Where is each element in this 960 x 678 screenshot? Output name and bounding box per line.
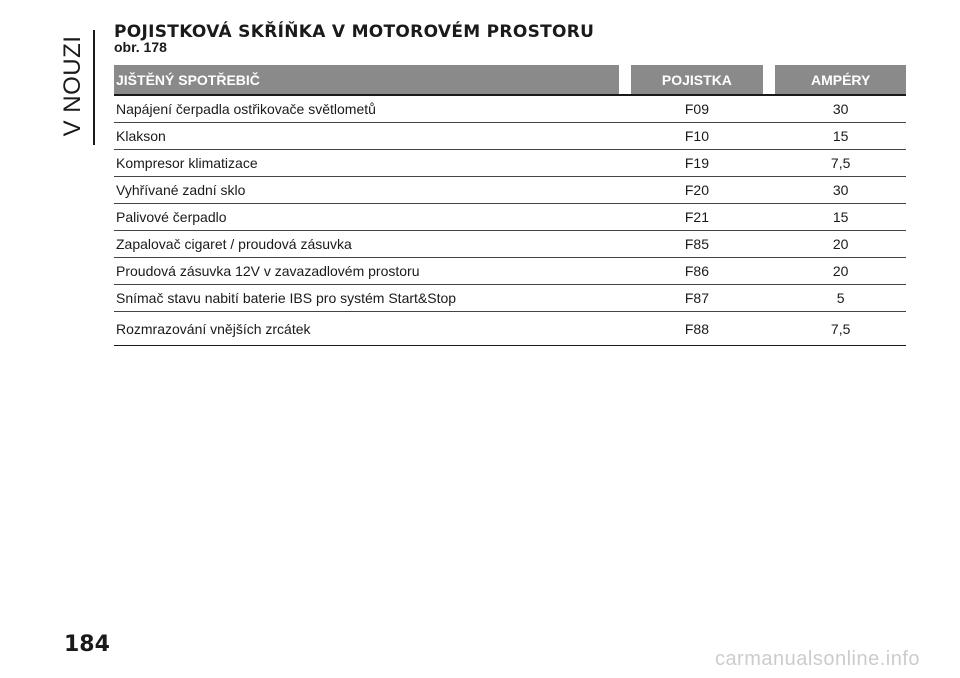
cell-amperes: 7,5 <box>775 150 906 177</box>
table-row <box>114 204 906 231</box>
table-header-row <box>114 65 906 95</box>
cell-amperes: 30 <box>775 177 906 204</box>
cell-amperes: 15 <box>775 123 906 150</box>
figure-reference: obr. 178 <box>114 39 167 55</box>
table-row <box>114 285 906 312</box>
table-row <box>114 231 906 258</box>
cell-amperes: 7,5 <box>775 312 906 346</box>
cell-device: Proudová zásuvka 12V v zavazadlovém prostoru <box>114 258 619 285</box>
cell-amperes: 20 <box>775 258 906 285</box>
cell-device: Zapalovač cigaret / proudová zásuvka <box>114 231 619 258</box>
cell-device: Palivové čerpadlo <box>114 204 619 231</box>
table-row <box>114 312 906 346</box>
section-tab-label: V NOUZI <box>59 35 86 137</box>
cell-fuse: F85 <box>631 231 764 258</box>
cell-device: Snímač stavu nabití baterie IBS pro systém Start&Stop <box>114 285 619 312</box>
table-row <box>114 123 906 150</box>
cell-device: Napájení čerpadla ostřikovače světlometů <box>114 95 619 123</box>
table-row <box>114 150 906 177</box>
cell-fuse: F21 <box>631 204 764 231</box>
section-tab <box>58 30 88 142</box>
header-amperes: AMPÉRY <box>775 65 906 95</box>
cell-fuse: F10 <box>631 123 764 150</box>
watermark-text: carmanualsonline.info <box>714 648 920 670</box>
table-row <box>114 258 906 285</box>
header-gap <box>763 65 775 95</box>
cell-fuse: F20 <box>631 177 764 204</box>
page-title: POJISTKOVÁ SKŘÍŇKA V MOTOROVÉM PROSTORU <box>114 22 595 42</box>
cell-fuse: F88 <box>631 312 764 346</box>
table-row <box>114 95 906 123</box>
page-number: 184 <box>64 632 110 657</box>
header-fuse: POJISTKA <box>631 65 764 95</box>
table-row <box>114 177 906 204</box>
cell-fuse: F09 <box>631 95 764 123</box>
header-protected-device: JIŠTĚNÝ SPOTŘEBIČ <box>114 65 619 95</box>
fuse-table <box>114 65 906 346</box>
cell-device: Vyhřívané zadní sklo <box>114 177 619 204</box>
cell-amperes: 15 <box>775 204 906 231</box>
cell-amperes: 20 <box>775 231 906 258</box>
section-divider <box>93 30 95 145</box>
cell-fuse: F86 <box>631 258 764 285</box>
header-gap <box>619 65 631 95</box>
cell-device: Kompresor klimatizace <box>114 150 619 177</box>
cell-device: Klakson <box>114 123 619 150</box>
cell-fuse: F87 <box>631 285 764 312</box>
cell-device: Rozmrazování vnějších zrcátek <box>114 312 619 346</box>
cell-amperes: 5 <box>775 285 906 312</box>
cell-amperes: 30 <box>775 95 906 123</box>
cell-fuse: F19 <box>631 150 764 177</box>
